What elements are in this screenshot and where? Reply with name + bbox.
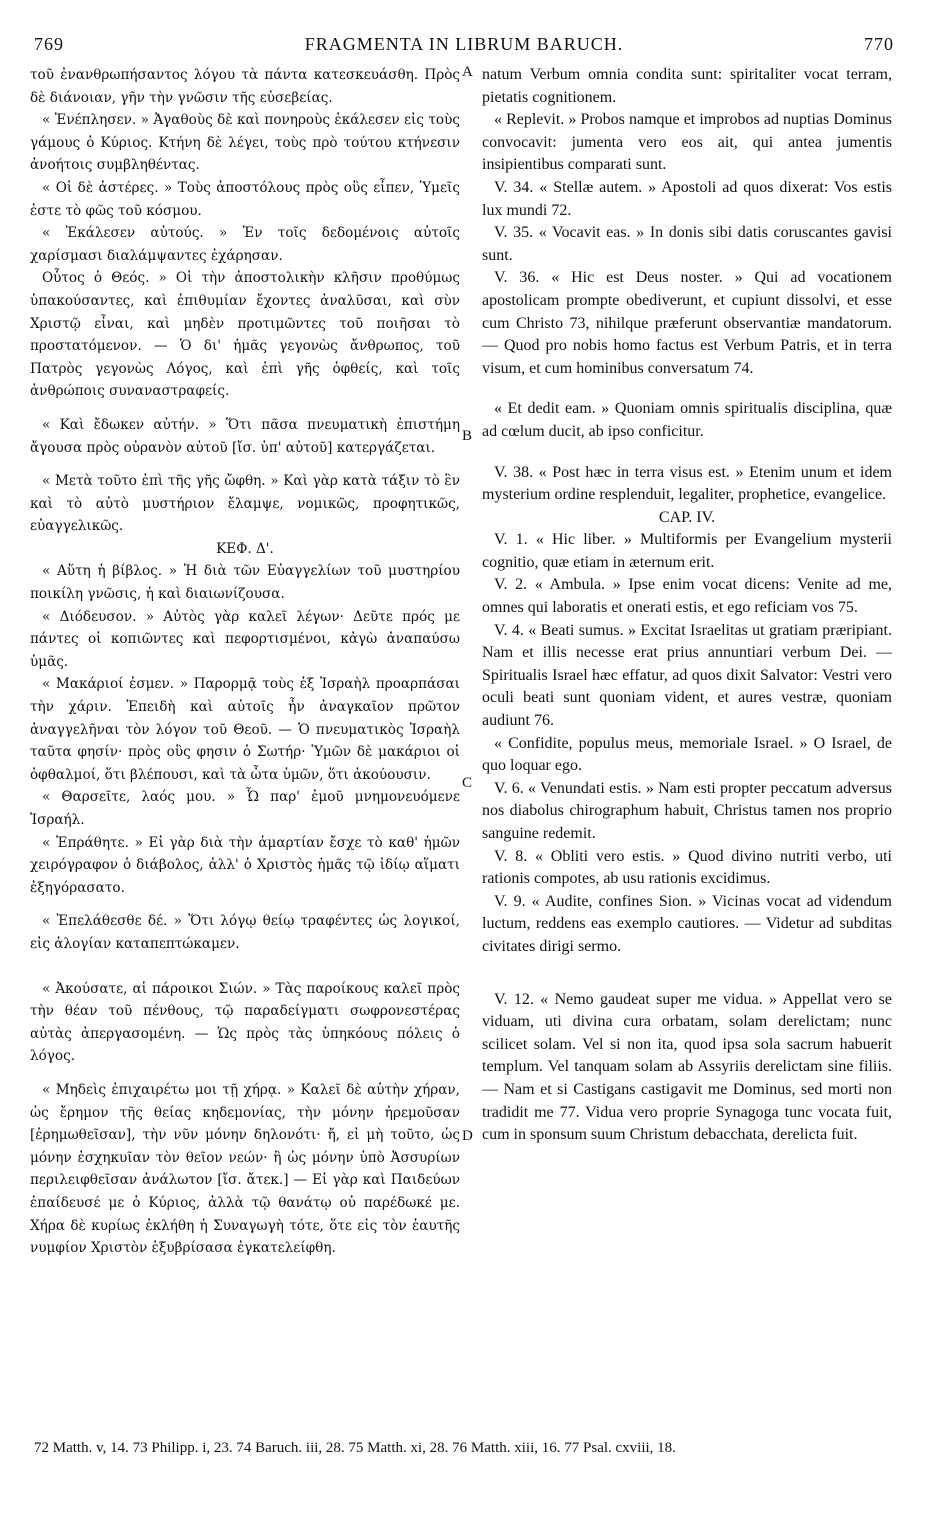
greek-paragraph: « Ἐνέπλησεν. » Ἀγαθοὺς δὲ καὶ πονηροὺς ἐκάλεσεν εἰς τοὺς γάμους ὁ Κύριος. Κτήνη δὲ λέγει, τοὺς πρὸ τούτου κτήνεσιν ἀνοήτοις συμβληθέντας.: [30, 112, 460, 174]
latin-paragraph: V. 2. « Ambula. » Ipse enim vocat dicens: Venite ad me, omnes qui laboratis et onerati estis, et ego reficiam vos 75.: [482, 576, 892, 617]
latin-paragraph: « Et dedit eam. » Quoniam omnis spiritualis disciplina, quæ ad cœlum ducit, ab ipso conficitur.: [482, 400, 892, 440]
latin-paragraph: V. 35. « Vocavit eas. » In donis sibi datis coruscantes gavisi sunt.: [482, 224, 892, 264]
latin-paragraph: V. 6. « Venundati estis. » Nam esti propter peccatum adversus nos diabolus chirographum habuit, Christus tamen nos proprio sanguine redemit.: [482, 779, 892, 842]
greek-paragraph: Οὗτος ὁ Θεός. » Οἱ τὴν ἀποστολικὴν κλῆσιν προθύμως ὑπακούσαντες, καὶ ἐπιθυμίαν ἔχοντες ἀναλῦσαι, καὶ σὺν Χριστῷ εἶναι, καὶ μηδὲν προτιμῶντες τοῦ ποιῆσαι τὸ προστατόμενον. — Ὁ δι' ἡμᾶς γεγονὼς ἄνθρωπος, τοῦ Πατρὸς γεγονὼς Λόγος, καὶ ἐπὶ γῆς ὀφθείς, καὶ τοῖς ἀνθρώποις συναναστραφείς.: [30, 270, 460, 400]
greek-paragraph: τοῦ ἐνανθρωπήσαντος λόγου τὰ πάντα κατεσκευάσθη. Πρὸς δὲ διάνοιαν, γῆν τὴν γνῶσιν τῆς εὐσεβείας.: [30, 67, 460, 106]
margin-letter-c: C: [462, 775, 473, 791]
latin-paragraph: V. 1. « Hic liber. » Multiformis per Evangelium mysterii cognitio, quæ etiam in æternum erit.: [482, 531, 892, 571]
latin-paragraph: V. 9. « Audite, confines Sion. » Vicinas vocat ad videndum luctum, reddens eas exemplo cautiores. — Videtur ad subditas civitates dirigi sermo.: [482, 892, 892, 955]
greek-column: [30, 64, 460, 1260]
latin-paragraph: V. 34. « Stellæ autem. » Apostoli ad quos dixerat: Vos estis lux mundi 72.: [482, 178, 892, 219]
latin-paragraph: « Replevit. » Probos namque et improbos ad nuptias Dominus convocavit: jumenta vero eos ait, qui antea jumentis insipientibus comparati sunt.: [482, 111, 892, 174]
footnotes: 72 Matth. v, 14. 73 Philipp. i, 23. 74 Baruch. iii, 28. 75 Matth. xi, 28. 76 Matth. xiii, 16. 77 Psal. cxviii, 18.: [34, 1440, 676, 1456]
margin-letter-a: A: [462, 64, 473, 80]
latin-chapter-heading: CAP. IV.: [658, 508, 716, 526]
greek-paragraph: « Οἱ δὲ ἀστέρες. » Τοὺς ἀποστόλους πρὸς οὓς εἶπεν, Ὑμεῖς ἐστε τὸ φῶς τοῦ κόσμου.: [30, 179, 460, 219]
left-page-number: 769: [34, 34, 64, 54]
greek-paragraph: « Ἐκάλεσεν αὐτούς. » Ἐν τοῖς δεδομένοις αὐτοῖς χαρίσμασι διαλάμψαντες ἐχάρησαν.: [30, 225, 460, 264]
running-header: [34, 34, 894, 60]
right-page-number: 770: [864, 34, 894, 54]
latin-column: [482, 64, 892, 1147]
greek-paragraph: « Διόδευσον. » Αὐτὸς γὰρ καλεῖ λέγων· Δεῦτε πρός με πάντες οἱ κοπιῶντες καὶ πεφορτισμένοι, κἀγὼ ἀναπαύσω ὑμᾶς.: [30, 608, 460, 670]
greek-paragraph: « Μακάριοί ἐσμεν. » Παρορμᾷ τοὺς ἐξ Ἰσραὴλ προαρπάσαι τὴν χάριν. Ἐπειδὴ καὶ αὐτοῖς ἦν ἀναγκαῖον πρῶτον ἀναγγελῆναι τὸν λόγον τοῦ Θεοῦ. — Ὁ πνευματικὸς Ἰσραὴλ ταῦτα φησίν· πρὸς οὓς φησιν ὁ Σωτήρ· Ὑμῶν δὲ μακάριοι οἱ ὀφθαλμοί, ὅτι βλέπουσι, καὶ τὰ ὦτα ὑμῶν, ὅτι ἀκούουσιν.: [30, 676, 460, 783]
margin-letter-b: B: [462, 428, 473, 444]
greek-paragraph: « Ἐπράθητε. » Εἰ γὰρ διὰ τὴν ἁμαρτίαν ἔσχε τὸ καθ' ἡμῶν χειρόγραφον ὁ διάβολος, ἀλλ' ὁ Χριστὸς ἡμᾶς τῷ ἰδίῳ αἵματι ἐξηγόρασατο.: [30, 834, 460, 896]
greek-paragraph: « Μηδεὶς ἐπιχαιρέτω μοι τῇ χήρᾳ. » Καλεῖ δὲ αὑτὴν χήραν, ὡς ἔρημον τῆς θείας κηδεμονίας, τὴν μόνην ἠρεμοῦσαν [ἐρημωθεῖσαν], τὴν νῦν μόνην δηλονότι· ἤ, εἰ μὴ τοῦτο, ὡς μόνην ἐσχηκυῖαν τὸν θεῖον νεών· ἢ ὡς μόνην ὑπὸ Ἀσσυρίων περιλειφθεῖσαν ἀνάλωτον [ἴσ. ἄτεκ.] — Εἰ γὰρ καὶ Παιδεύων ἐπαίδευσέ με ὁ Κύριος, ἀλλὰ τῷ θανάτῳ οὐ παρέδωκέ με. Χήρα δὲ κυρίως ἐκλήθη ἡ Συναγωγὴ τότε, ὅτε εἰς τὸν ἑαυτῆς νυμφίον Χριστὸν ἐξυβρίσασα ἐγκατελείφθη.: [30, 1081, 460, 1257]
latin-paragraph: V. 4. « Beati sumus. » Excitat Israelitas ut gratiam præripiant. Nam et illis necesse erat prius annuntiari verbum Dei. — Spiritualis Israel hæc effatur, ad quos dixit Salvator: Vestri vero oculi beati sunt quoniam vident, et aures vestræ, quoniam audiunt 76.: [482, 621, 892, 730]
greek-chapter-heading: ΚΕΦ. Δ'.: [216, 540, 274, 557]
running-title: FRAGMENTA IN LIBRUM BARUCH.: [304, 34, 624, 54]
greek-paragraph: « Μετὰ τοῦτο ἐπὶ τῆς γῆς ὤφθη. » Καὶ γὰρ κατὰ τάξιν τὸ ἓν καὶ τὸ αὐτὸ μυστήριον ἔλαμψε, νομικῶς, προφητικῶς, εὐαγγελικῶς.: [30, 473, 460, 535]
latin-paragraph: V. 36. « Hic est Deus noster. » Qui ad vocationem apostolicam prompte obediverunt, et cupiunt dissolvi, et esse cum Christo 73, nihilque præferunt observantiæ mandatorum. — Quod pro nobis homo factus est Verbum Patris, et in terra visum, et cum hominibus conversatum 74.: [482, 269, 892, 377]
greek-paragraph: « Αὕτη ἡ βίβλος. » Ἡ διὰ τῶν Εὐαγγελίων τοῦ μυστηρίου ποικίλη γνῶσις, ἡ καὶ διαιωνίζουσα.: [30, 563, 460, 603]
greek-paragraph: « Ἀκούσατε, αἱ πάροικοι Σιών. » Τὰς παροίκους καλεῖ πρὸς τὴν θέαν τοῦ πένθους, τῷ παραδείγματι σωφρονεστέρας αὐτὰς ἀπεργασομένη. — Ὡς πρὸς τὰς ὑπηκόους πόλεις ὁ λόγος.: [30, 980, 460, 1065]
latin-paragraph: « Confidite, populus meus, memoriale Israel. » O Israel, de quo loquar ego.: [482, 734, 892, 775]
margin-letter-d: D: [462, 1128, 473, 1144]
greek-paragraph: « Ἐπελάθεσθε δέ. » Ὅτι λόγῳ θείῳ τραφέντες ὡς λογικοί, εἰς ἀλογίαν καταπεπτώκαμεν.: [30, 913, 460, 952]
greek-paragraph: « Θαρσεῖτε, λαός μου. » Ὦ παρ' ἐμοῦ μνημονευόμενε Ἰσραήλ.: [30, 789, 460, 828]
latin-paragraph: natum Verbum omnia condita sunt: spiritaliter vocat terram, pietatis cognitionem.: [482, 66, 892, 106]
latin-paragraph: V. 38. « Post hæc in terra visus est. » Etenim unum et idem mysterium ordine resplenduit, legaliter, prophetice, evangelice.: [482, 463, 892, 504]
latin-paragraph: V. 12. « Nemo gaudeat super me vidua. » Appellat vero se viduam, uti divina cura orbatam, solam derelictam; nunc scilicet solam. Vel si non ita, quod ipsa sola sacrum habuerit templum. Vel tanquam solam ab Assyriis derelictam sine filiis. — Nam et si Castigans castigavit me Dominus, sed morti non tradidit me 77. Vidua vero proprie Synagoga tunc vocata fuit, cum in sponsum suum Christum debacchata, derelicta fuit.: [482, 990, 892, 1144]
latin-paragraph: V. 8. « Obliti vero estis. » Quod divino nutriti verbo, uti rationis compotes, ab usu rationis excidimus.: [482, 847, 892, 888]
greek-paragraph: « Καὶ ἔδωκεν αὐτήν. » Ὅτι πᾶσα πνευματικὴ ἐπιστήμη ἄγουσα πρὸς οὐρανὸν αὐτοῦ [ἴσ. ὑπ' αὐτοῦ] κατεργάζεται.: [30, 416, 460, 456]
